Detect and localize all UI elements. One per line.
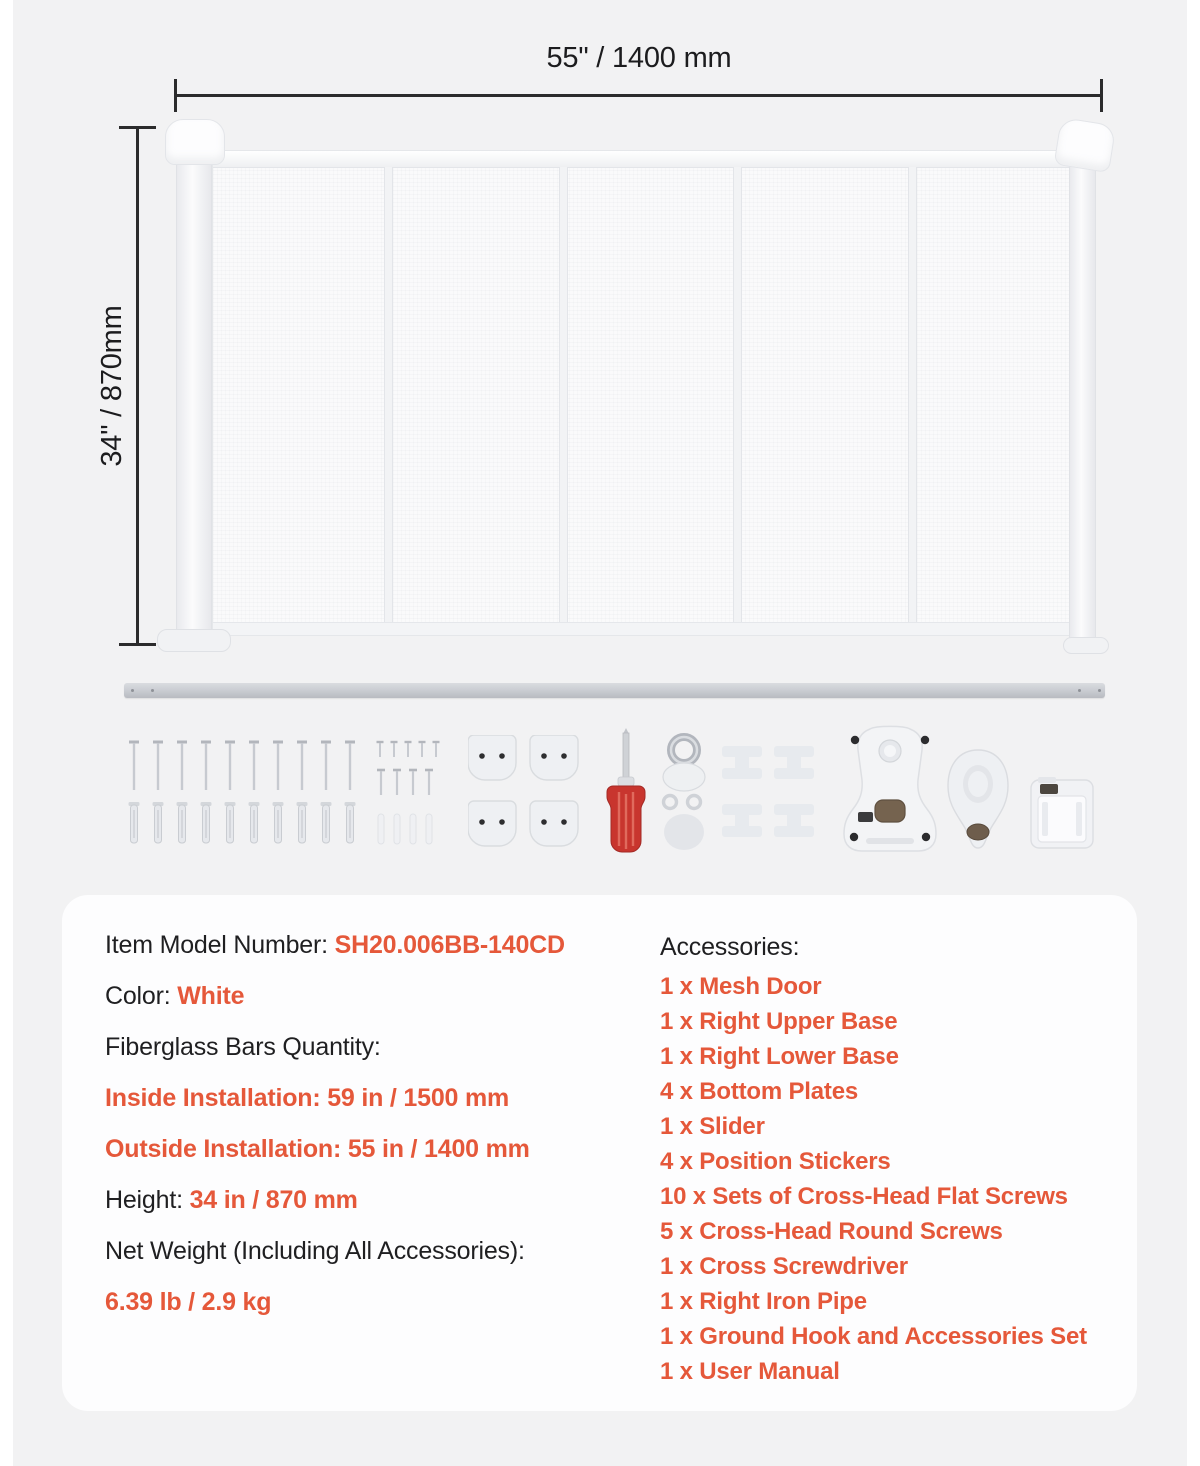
spec-label: Fiberglass Bars Quantity: <box>105 1033 381 1061</box>
right-lower-base-icon <box>944 748 1012 857</box>
spec-value: Outside Installation: 55 in / 1400 mm <box>105 1135 530 1163</box>
width-dimension-line <box>175 94 1103 97</box>
accessories-header: Accessories: <box>660 933 800 961</box>
gate-right-foot <box>1063 637 1109 654</box>
cross-screwdriver-icon <box>602 728 650 859</box>
small-screws-icon <box>374 740 444 765</box>
accessory-item: 4 x Position Stickers <box>660 1148 891 1175</box>
spec-label: Color: <box>105 982 178 1010</box>
pipe-hole <box>151 689 154 692</box>
spec-line-weight-value <box>105 1277 645 1328</box>
accessory-item: 10 x Sets of Cross-Head Flat Screws <box>660 1183 1068 1210</box>
spec-column <box>105 920 645 1328</box>
position-stickers-icon <box>722 744 814 845</box>
spec-card <box>62 895 1137 1411</box>
gate-left-post <box>176 148 212 642</box>
width-dimension-label: 55" / 1400 mm <box>546 42 732 74</box>
width-dimension-tick-right <box>1100 79 1103 112</box>
spec-label: Net Weight (Including All Accessories): <box>105 1237 525 1265</box>
accessory-item: 1 x Ground Hook and Accessories Set <box>660 1323 1087 1350</box>
accessory-item: 5 x Cross-Head Round Screws <box>660 1218 1003 1245</box>
spec-value: White <box>177 982 245 1010</box>
accessory-item: 1 x Cross Screwdriver <box>660 1253 908 1280</box>
height-dimension-label: 34" / 870mm <box>96 305 128 467</box>
accessory-item: 1 x Right Lower Base <box>660 1043 899 1070</box>
spec-line-bars-quantity <box>105 1022 645 1073</box>
spec-value: 34 in / 870 mm <box>189 1186 358 1214</box>
right-upper-base-icon <box>842 724 938 859</box>
mesh-door-panel <box>212 150 1087 636</box>
spec-line-model <box>105 920 645 971</box>
height-dimension-line <box>136 127 139 645</box>
mesh-seam <box>908 167 917 623</box>
accessories-column <box>660 925 1130 1389</box>
mesh-seam <box>559 167 568 623</box>
slider-icon <box>1030 776 1094 855</box>
spec-value: Inside Installation: 59 in / 1500 mm <box>105 1084 510 1112</box>
spec-line-net-weight <box>105 1226 645 1277</box>
iron-pipe-icon <box>124 683 1105 698</box>
bottom-plates-icon <box>468 735 580 854</box>
spec-value: SH20.006BB-140CD <box>334 931 565 959</box>
pipe-hole <box>1078 689 1081 692</box>
spec-line-inside-installation <box>105 1073 645 1124</box>
accessory-item: 1 x Mesh Door <box>660 973 822 1000</box>
mesh-seam <box>733 167 742 623</box>
plastic-anchors-icon <box>374 812 438 853</box>
wall-anchors-icon <box>126 802 361 855</box>
accessory-item: 1 x User Manual <box>660 1358 840 1385</box>
accessory-item: 1 x Right Upper Base <box>660 1008 898 1035</box>
round-screws-icon <box>374 768 438 803</box>
accessory-item: 4 x Bottom Plates <box>660 1078 858 1105</box>
spec-label: Height: <box>105 1186 190 1214</box>
pipe-hole <box>131 689 134 692</box>
accessory-item: 1 x Slider <box>660 1113 765 1140</box>
gate-left-foot <box>157 629 231 652</box>
spec-line-color <box>105 971 645 1022</box>
spec-line-outside-installation <box>105 1124 645 1175</box>
long-screws-icon <box>126 738 361 799</box>
spec-value: 6.39 lb / 2.9 kg <box>105 1288 272 1316</box>
height-dimension-tick-top <box>119 126 156 129</box>
gate-right-post <box>1069 162 1096 650</box>
mesh-seam <box>384 167 393 623</box>
width-dimension-tick-left <box>174 79 177 112</box>
spec-label: Item Model Number: <box>105 931 335 959</box>
pipe-hole <box>1098 689 1101 692</box>
mesh-top-rail <box>213 151 1086 168</box>
ground-hook-set-icon <box>652 728 716 859</box>
gate-left-cap <box>165 119 225 165</box>
accessory-item: 1 x Right Iron Pipe <box>660 1288 867 1315</box>
height-dimension-tick-bottom <box>119 643 156 646</box>
mesh-bottom-rail <box>213 622 1086 635</box>
spec-line-height <box>105 1175 645 1226</box>
